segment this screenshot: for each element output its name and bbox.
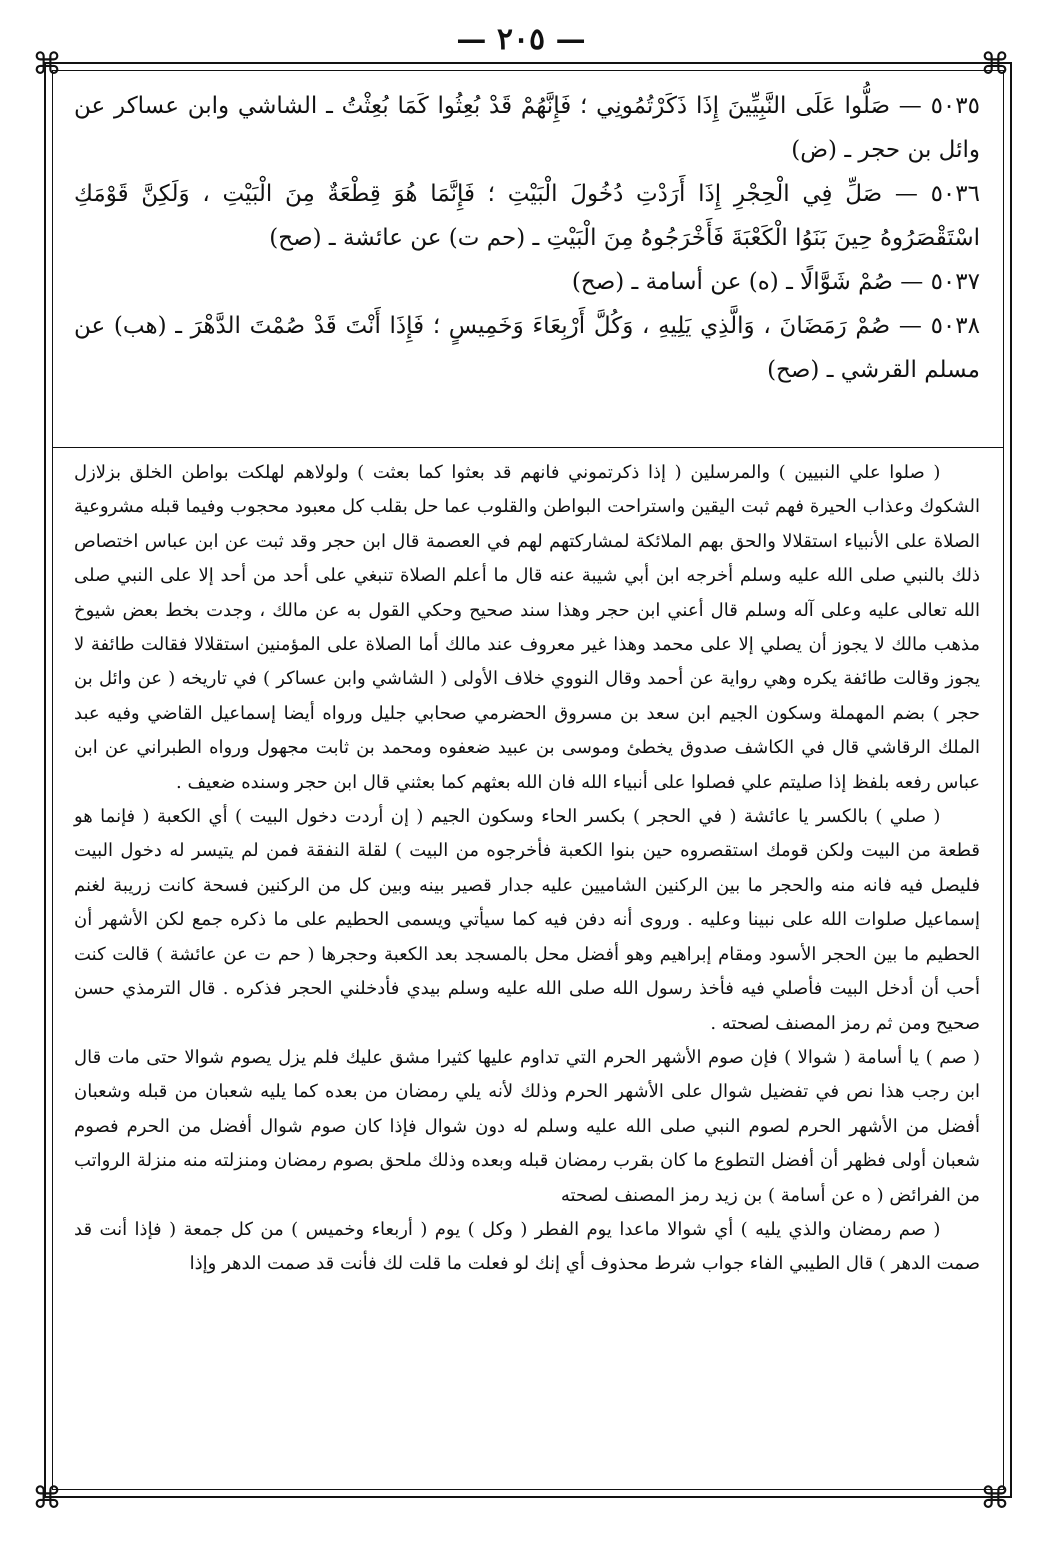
commentary-paragraph-5038: ( صم رمضان والذي يليه ) أي شوالا ماعدا يوم الفطر ( وكل ) يوم ( أربعاء وخميس ) من كل جمعة ( فإذا أنت قد صمت الدهر ) قال الطيبي الفاء جواب شرط محذوف أي إنك لو فعلت ما قلت لك فأنت قد صمت الدهر وإذا [74, 1218, 980, 1275]
corner-ornament-icon: ⌘ [32, 1481, 62, 1516]
hadith-5035: ٥٠٣٥ — صَلُّوا عَلَى النَّبِيِّينَ إِذَا ذَكَرْتُمُونِي ؛ فَإِنَّهُمْ قَدْ بُعِثُوا كَمَا بُعِثْتُ ـ الشاشي وابن عساكر عن وائل بن حجر ـ (ض) [74, 93, 980, 163]
hadith-5037: ٥٠٣٧ — صُمْ شَوَّالًا ـ (ه) عن أسامة ـ (صح) [571, 269, 980, 295]
commentary-paragraph-5035: ( صلوا علي النبيين ) والمرسلين ( إذا ذكرتموني فانهم قد بعثوا كما بعثت ) ولولاهم لهلكت بواطن الخلق بزلازل الشكوك وعذاب الحيرة فهم ثبت اليقين واستراحت البواطن والقلوب عما حل بقلب كل معبود محجوب وفيما قبله مشروعية الصلاة على الأنبياء استقلالا والحق بهم الملائكة لمشاركتهم لهم في العصمة قال ابن حجر وقد ثبت عن ابن عباس اختصاص ذلك بالنبي صلى الله عليه وسلم أخرجه ابن أبي شيبة عنه قال ما أعلم الصلاة تنبغي على أحد من أحد إلا على النبي صلى الله تعالى عليه وعلى آله وسلم قال أعني ابن حجر وهذا سند صحيح وحكي القول به عن مالك ، وجدت بخط بعض شيوخ مذهب مالك لا يجوز أن يصلي إلا على محمد وهذا غير معروف عند مالك أما الصلاة على المؤمنين استقلالا فقالت طائفة لا يجوز وقالت طائفة يكره وهي رواية عن أحمد وقال النووي خلاف الأولى ( الشاشي وابن عساكر ) في تاريخه ( عن وائل بن حجر ) بضم المهملة وسكون الجيم ابن سعد بن مسروق الحضرمي صحابي جليل ورواه أيضا إسماعيل القاضي وفيه عبد الملك الرقاشي قال في الكاشف صدوق يخطئ وموسى بن عبيد ضعفوه ومحمد بن ثابت مجهول ورواه الطبراني عن ابن عباس رفعه بلفظ إذا صليتم علي فصلوا على أنبياء الله فان الله بعثهم كما بعثني قال ابن حجر وسنده ضعيف . [74, 462, 980, 793]
corner-ornament-icon: ⌘ [32, 47, 62, 82]
commentary-paragraph-5036: ( صلي ) بالكسر يا عائشة ( في الحجر ) بكسر الحاء وسكون الجيم ( إن أردت دخول البيت ) أي الكعبة ( فإنما هو قطعة من البيت ولكن قومك استقصروه حين بنوا الكعبة فأخرجوه من البيت ) لقلة النفقة فمن لم يتيسر له دخول البيت فليصل فيه فانه منه والحجر ما بين الركنين الشاميين عليه جدار قصير بينه وبين كل من الركنين فسحة كانت زريبة لغنم إسماعيل صلوات الله على نبينا وعليه . وروى أنه دفن فيه كما سيأتي ويسمى الحطيم على ما ذكره جمع لكن الأشهر أن الحطيم ما بين الحجر الأسود ومقام إبراهيم وهو أفضل محل بالمسجد بعد الكعبة وحجرها ( حم ت عن عائشة ) قالت كنت أحب أن أدخل البيت فأصلي فيه فأخذ رسول الله صلى الله عليه وسلم بيدي فأدخلني الحجر فذكره . قال الترمذي حسن صحيح ومن ثم رمز المصنف لصحته . [74, 806, 980, 1034]
hadith-section [74, 84, 980, 392]
commentary-paragraph-5037: ( صم ) يا أسامة ( شوالا ) فإن صوم الأشهر الحرم التي تداوم عليها كثيرا مشق عليك فلم يزل يصوم شوالا حتى مات قال ابن رجب هذا نص في تفضيل شوال على الأشهر الحرم وذلك لأنه يلي رمضان من بعده كما يليه شعبان من قبله وشعبان أفضل من الأشهر الحرم لصوم النبي صلى الله عليه وسلم له دون شوال فإذا كان صوم شوال أفضل من الحرم فصوم شعبان أولى فظهر أن أفضل التطوع ما كان بقرب رمضان قبله وبعده وذلك ملحق بصوم رمضان ومنزلته منه منزلة الرواتب من الفرائض ( ه عن أسامة ) بن زيد رمز المصنف لصحته [74, 1046, 980, 1206]
page-number: — ٢٠٥ — [456, 22, 586, 57]
hadith-5038: ٥٠٣٨ — صُمْ رَمَضَانَ ، وَالَّذِي يَلِيهِ ، وَكُلَّ أَرْبِعَاءَ وَخَمِيسٍ ؛ فَإِذَا أَنْتَ قَدْ صُمْتَ الدَّهْرَ ـ (هب) عن مسلم القرشي ـ (صح) [74, 313, 980, 383]
commentary-section [74, 456, 980, 1282]
corner-ornament-icon: ⌘ [980, 1481, 1010, 1516]
corner-ornament-icon: ⌘ [980, 47, 1010, 82]
hadith-5036: ٥٠٣٦ — صَلِّ فِي الْحِجْرِ إِذَا أَرَدْتِ دُخُولَ الْبَيْتِ ؛ فَإِنَّمَا هُوَ قِطْعَةٌ مِنَ الْبَيْتِ ، وَلَكِنَّ قَوْمَكِ اسْتَقْصَرُوهُ حِينَ بَنَوُا الْكَعْبَةَ فَأَخْرَجُوهُ مِنَ الْبَيْتِ ـ (حم ت) عن عائشة ـ (صح) [74, 181, 980, 251]
section-divider [52, 447, 1004, 448]
